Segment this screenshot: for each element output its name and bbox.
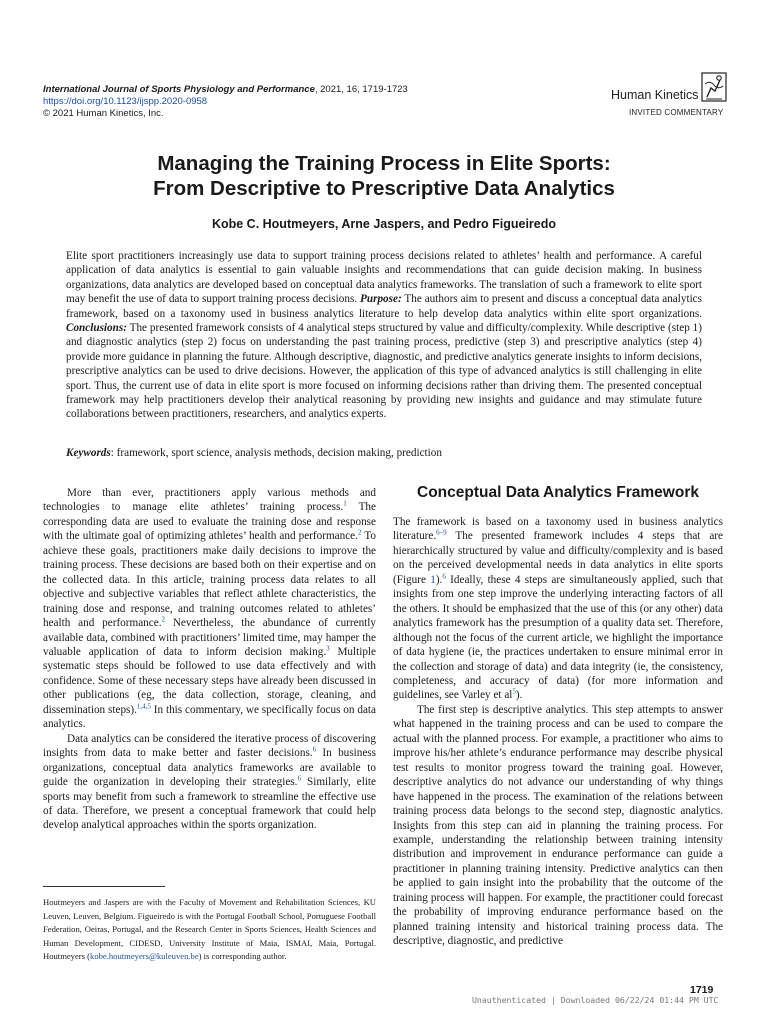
body-left-column bbox=[43, 486, 376, 833]
reference-link[interactable]: 6–9 bbox=[436, 528, 447, 537]
download-notice: Unauthenticated | Downloaded 06/22/24 01:44 PM UTC bbox=[472, 995, 719, 1005]
reference-link[interactable]: 6 bbox=[312, 745, 317, 754]
publisher-name: Human Kinetics bbox=[611, 88, 699, 102]
journal-meta: , 2021, 16, 1719-1723 bbox=[314, 84, 408, 95]
copyright: © 2021 Human Kinetics, Inc. bbox=[43, 108, 164, 119]
publisher-block bbox=[600, 72, 728, 122]
purpose-label: Purpose: bbox=[360, 293, 402, 306]
reference-link[interactable]: 6 bbox=[297, 774, 301, 783]
keywords-label: Keywords bbox=[66, 447, 111, 459]
paragraph: Data analytics can be considered the iterative process of discovering insights from data to make better and faster decisions.$^6$ In business organizations, conceptual data analytics frameworks are available to guide the organization in developing their strategies.$^6$ Similarly, elite sports may benefit from such a framework to streamline the effective use of data. Therefore, we present a conceptual framework that could help develop analytical approaches within the sports organization. bbox=[43, 732, 377, 832]
abstract bbox=[66, 249, 702, 422]
reference-link[interactable]: 3 bbox=[326, 644, 330, 653]
paragraph: More than ever, practitioners apply various methods and technologies to manage elite athletes’ training process.$^1$ The corresponding data are used to evaluate the training dose and response with the ultimate goal of optimizing athletes’ health and performance.$^2$ To achieve these goals, practitioners make daily decisions to improve the training process. These decisions are based both on their expertise and on the collected data. In this article, training process data relates to all objective and subjective variables that reflect athlete characteristics, the training dose and response, and training outcomes related to athletes’ health and performance.$^2$ Nevertheless, the abundance of currently available data, combined with practitioners’ limited time, may hamper the valuable application of data to inform decision making.$^3$ Multiple systematic steps should be followed to use data effectively and with confidence. Some of these necessary steps have already been discussed in other publications (eg, the data collection, storage, cleaning, and dissemination steps).$^{1,4,5}$ In this commentary, we specifically focus on data analytics. bbox=[43, 487, 376, 731]
reference-link[interactable]: 2 bbox=[357, 528, 362, 537]
article-type: INVITED COMMENTARY bbox=[629, 108, 724, 117]
title-line-2: From Descriptive to Prescriptive Data Analytics bbox=[153, 177, 615, 200]
reference-link[interactable]: 6 bbox=[442, 572, 446, 581]
reference-link[interactable]: 1,4,5 bbox=[136, 702, 151, 711]
reference-link[interactable]: 1 bbox=[343, 499, 347, 508]
page-number: 1719 bbox=[690, 984, 714, 996]
journal-name: International Journal of Sports Physiology and Performance bbox=[43, 84, 315, 95]
human-kinetics-logo-icon bbox=[701, 72, 727, 102]
body-right-column bbox=[393, 515, 723, 949]
abstract-conclusions: The presented framework consists of 4 analytical steps structured by value and difficulty/complexity. While descriptive (step 1) and diagnostic analytics (step 2) focus on understanding the past training process, predictive (step 3) and prescriptive analytics (step 4) provide more guidance in planning the future. Although descriptive, diagnostic, and predictive analytics generate insights to inform decisions, prescriptive analytics can be used to drive decisions. However, the application of this type of advanced analytics is still challenging in elite sport. Thus, the current use of data in elite sport is more focused on informing decisions rather than driving them. The presented conceptual framework may help practitioners develop their analytical reasoning by providing new insights and guidance and may stimulate future collaborations between practitioners, researchers, and analytics experts. bbox=[66, 322, 702, 421]
reference-link[interactable]: 2 bbox=[161, 615, 165, 624]
paragraph: The framework is based on a taxonomy used in business analytics literature.$^{6-9}$ The presented framework includes 4 steps that are hierarchically structured by value and difficulty/complexity and is based on the perceived developmental needs in data analytics in elite sports (Figure 1).$^6$ Ideally, these 4 steps are simultaneously applied, such that insights from one step improve the underlying interacting factors of all the others. It should be emphasized that the use of this (or any other) data analytics framework has the presumption of a quality data set. Therefore, although not the focus of the current article, we highlight the importance of data hygiene (ie, the practices undertaken to ensure minimal error in the collection and storage of data) and data integrity (ie, the consistency, completeness, and accuracy of data) (for more information and guidelines, see Varley et $al^5$). bbox=[393, 516, 723, 702]
keywords-list: : framework, sport science, analysis methods, decision making, prediction bbox=[110, 447, 442, 459]
reference-link[interactable]: 5 bbox=[512, 687, 516, 696]
title-line-1: Managing the Training Process in Elite Sports: bbox=[157, 152, 611, 175]
article-title bbox=[60, 151, 708, 201]
section-heading: Conceptual Data Analytics Framework bbox=[417, 484, 699, 501]
journal-citation bbox=[43, 84, 473, 120]
keywords bbox=[66, 446, 702, 460]
figure-link[interactable]: 1 bbox=[430, 573, 436, 586]
email-link[interactable]: kobe.houtmeyers@kuleuven.be bbox=[90, 951, 199, 962]
footnote-divider bbox=[43, 886, 165, 887]
authors: Kobe C. Houtmeyers, Arne Jaspers, and Pedro Figueiredo bbox=[211, 217, 557, 231]
paragraph: The first step is descriptive analytics. This step attempts to answer what happened in the training process and can be used to compare the actual with the planned process. For example, a practitioner who aims to improve his/her athlete’s endurance performance may describe physical test results to monitor progress toward the training goal. However, descriptive analytics do not advance our understanding of why things have happened in the process. The examination of the relations between training process data belongs to the second step, diagnostic analytics. Insights from this step can aid in planning the training process. For example, understanding the relationship between training intensity distribution and improvement in endurance performance can guide a practitioner in planning training intensity. Predictive analytics can then be applied to gain insight into the probability that the outcome of the training process will happen. For example, the practitioner could forecast the probability of improving endurance performance based on the planned training intensity and historical training process data. The descriptive, diagnostic, and predictive bbox=[393, 703, 723, 948]
affiliation-footnote: Houtmeyers and Jaspers are with the Faculty of Movement and Rehabilitation Sciences, KU Leuven, Leuven, Belgium. Figueiredo is with the Portugal Football School, Portuguese Football Federation, Oeiras, Portugal, and the Research Center in Sports Sciences, Health Sciences and Human Development, CIDESD, University Institute of Maia, ISMAI, Maia, Portugal. Houtmeyers (kobe.houtmeyers@kuleuven.be) is corresponding author. bbox=[43, 897, 376, 962]
doi-link[interactable]: https://doi.org/10.1123/ijspp.2020-0958 bbox=[43, 96, 208, 107]
conclusions-label: Conclusions: bbox=[66, 322, 127, 335]
abstract-background: Elite sport practitioners increasingly use data to support training process decisions related to athletes’ health and performance. A careful application of data analytics is essential to gain valuable insights and recommendations that can guide decision making. In business organizations, data analytics are developed based on conceptual data analytics frameworks. The translation of such a framework to elite sport may benefit the use of data to support training process decisions. bbox=[66, 250, 702, 306]
abstract-purpose: The authors aim to present and discuss a conceptual data analytics framework, based on a taxonomy used in business analytics literature to help develop data analytics within elite sport organizations. bbox=[66, 293, 703, 320]
